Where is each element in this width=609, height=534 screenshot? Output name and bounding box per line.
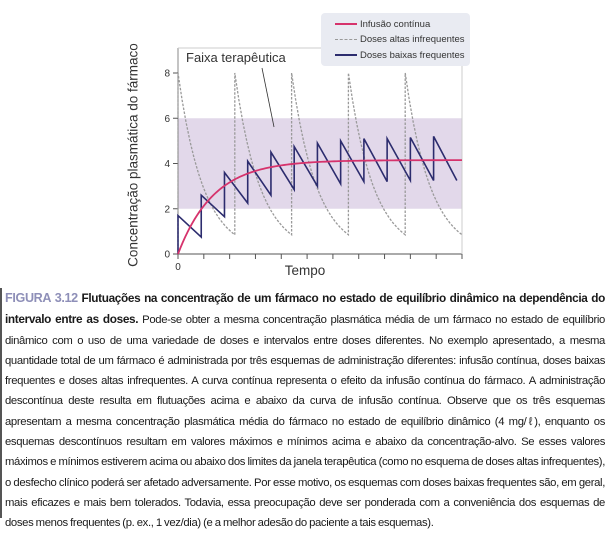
y-axis-label: Concentração plasmática do fármaco [125, 43, 141, 267]
y-tick-label: 6 [164, 113, 170, 125]
figure-caption [5, 288, 605, 534]
y-tick-label: 4 [164, 159, 170, 170]
legend-label: Doses altas infrequentes [360, 33, 465, 45]
legend-swatch-high-infrequent [335, 39, 357, 40]
legend-item-infusion [335, 16, 430, 32]
legend-swatch-infusion [335, 23, 357, 25]
annotation-leader-line [262, 68, 274, 127]
y-tick-label: 0 [164, 249, 170, 261]
y-tick-label: 8 [164, 68, 170, 80]
y-tick-label: 2 [164, 204, 170, 216]
legend-label: Doses baixas frequentes [360, 49, 465, 61]
figure-label: FIGURA 3.12 [5, 291, 78, 305]
chart-legend [321, 13, 470, 66]
figure-caption-body: Pode-se obter a mesma concentração plasmática média de um fármaco no estado de equilíbrio dinâmico com o uso de uma variedade de doses e intervalos entre doses diferentes. No exemplo apresentado, a mesma quantidade total de um fármaco é administrada por três esquemas de administração diferentes: infusão contínua, doses baixas frequentes e doses altas infrequentes. A curva contínua representa o efeito da infusão contínua do fármaco. A administração descontínua deste resulta em flutuações acima e abaixo da curva de infusão contínua. Observe que os três esquemas apresentam a mesma concentração plasmática média do fármaco no estado de equilíbrio dinâmico (4 mg/ℓ), enquanto os esquemas descontínuos resultam em valores máximos e mínimos acima e abaixo da concentração-alvo. Se esses valores máximos e mínimos estiverem acima ou abaixo dos limites da janela terapêutica (como no esquema de doses altas infrequentes), o desfecho clínico poderá ser afetado adversamente. Por esse motivo, os esquemas com doses baixas frequentes são, em geral, mais eficazes e mais bem tolerados. Todavia, essa preocupação deve ser ponderada com a conveniência dos esquemas de doses menos frequentes (p. ex., 1 vez/dia) (e a melhor adesão do paciente a tais esquemas). [5, 314, 605, 530]
legend-label: Infusão contínua [360, 18, 431, 30]
figure-title: Flutuações na concentração de um fármaco no estado de equilíbrio dinâmico na dependência do intervalo entre as doses. [5, 291, 605, 327]
x-axis-label: Tempo [284, 263, 326, 278]
therapeutic-range-annotation: Faixa terapêutica [186, 50, 286, 65]
x-tick-label: 0 [175, 262, 181, 273]
caption-margin-rule [0, 288, 2, 518]
legend-item-low-frequent [335, 47, 465, 63]
legend-swatch-low-frequent [335, 54, 357, 56]
legend-item-high-infrequent [335, 31, 465, 47]
